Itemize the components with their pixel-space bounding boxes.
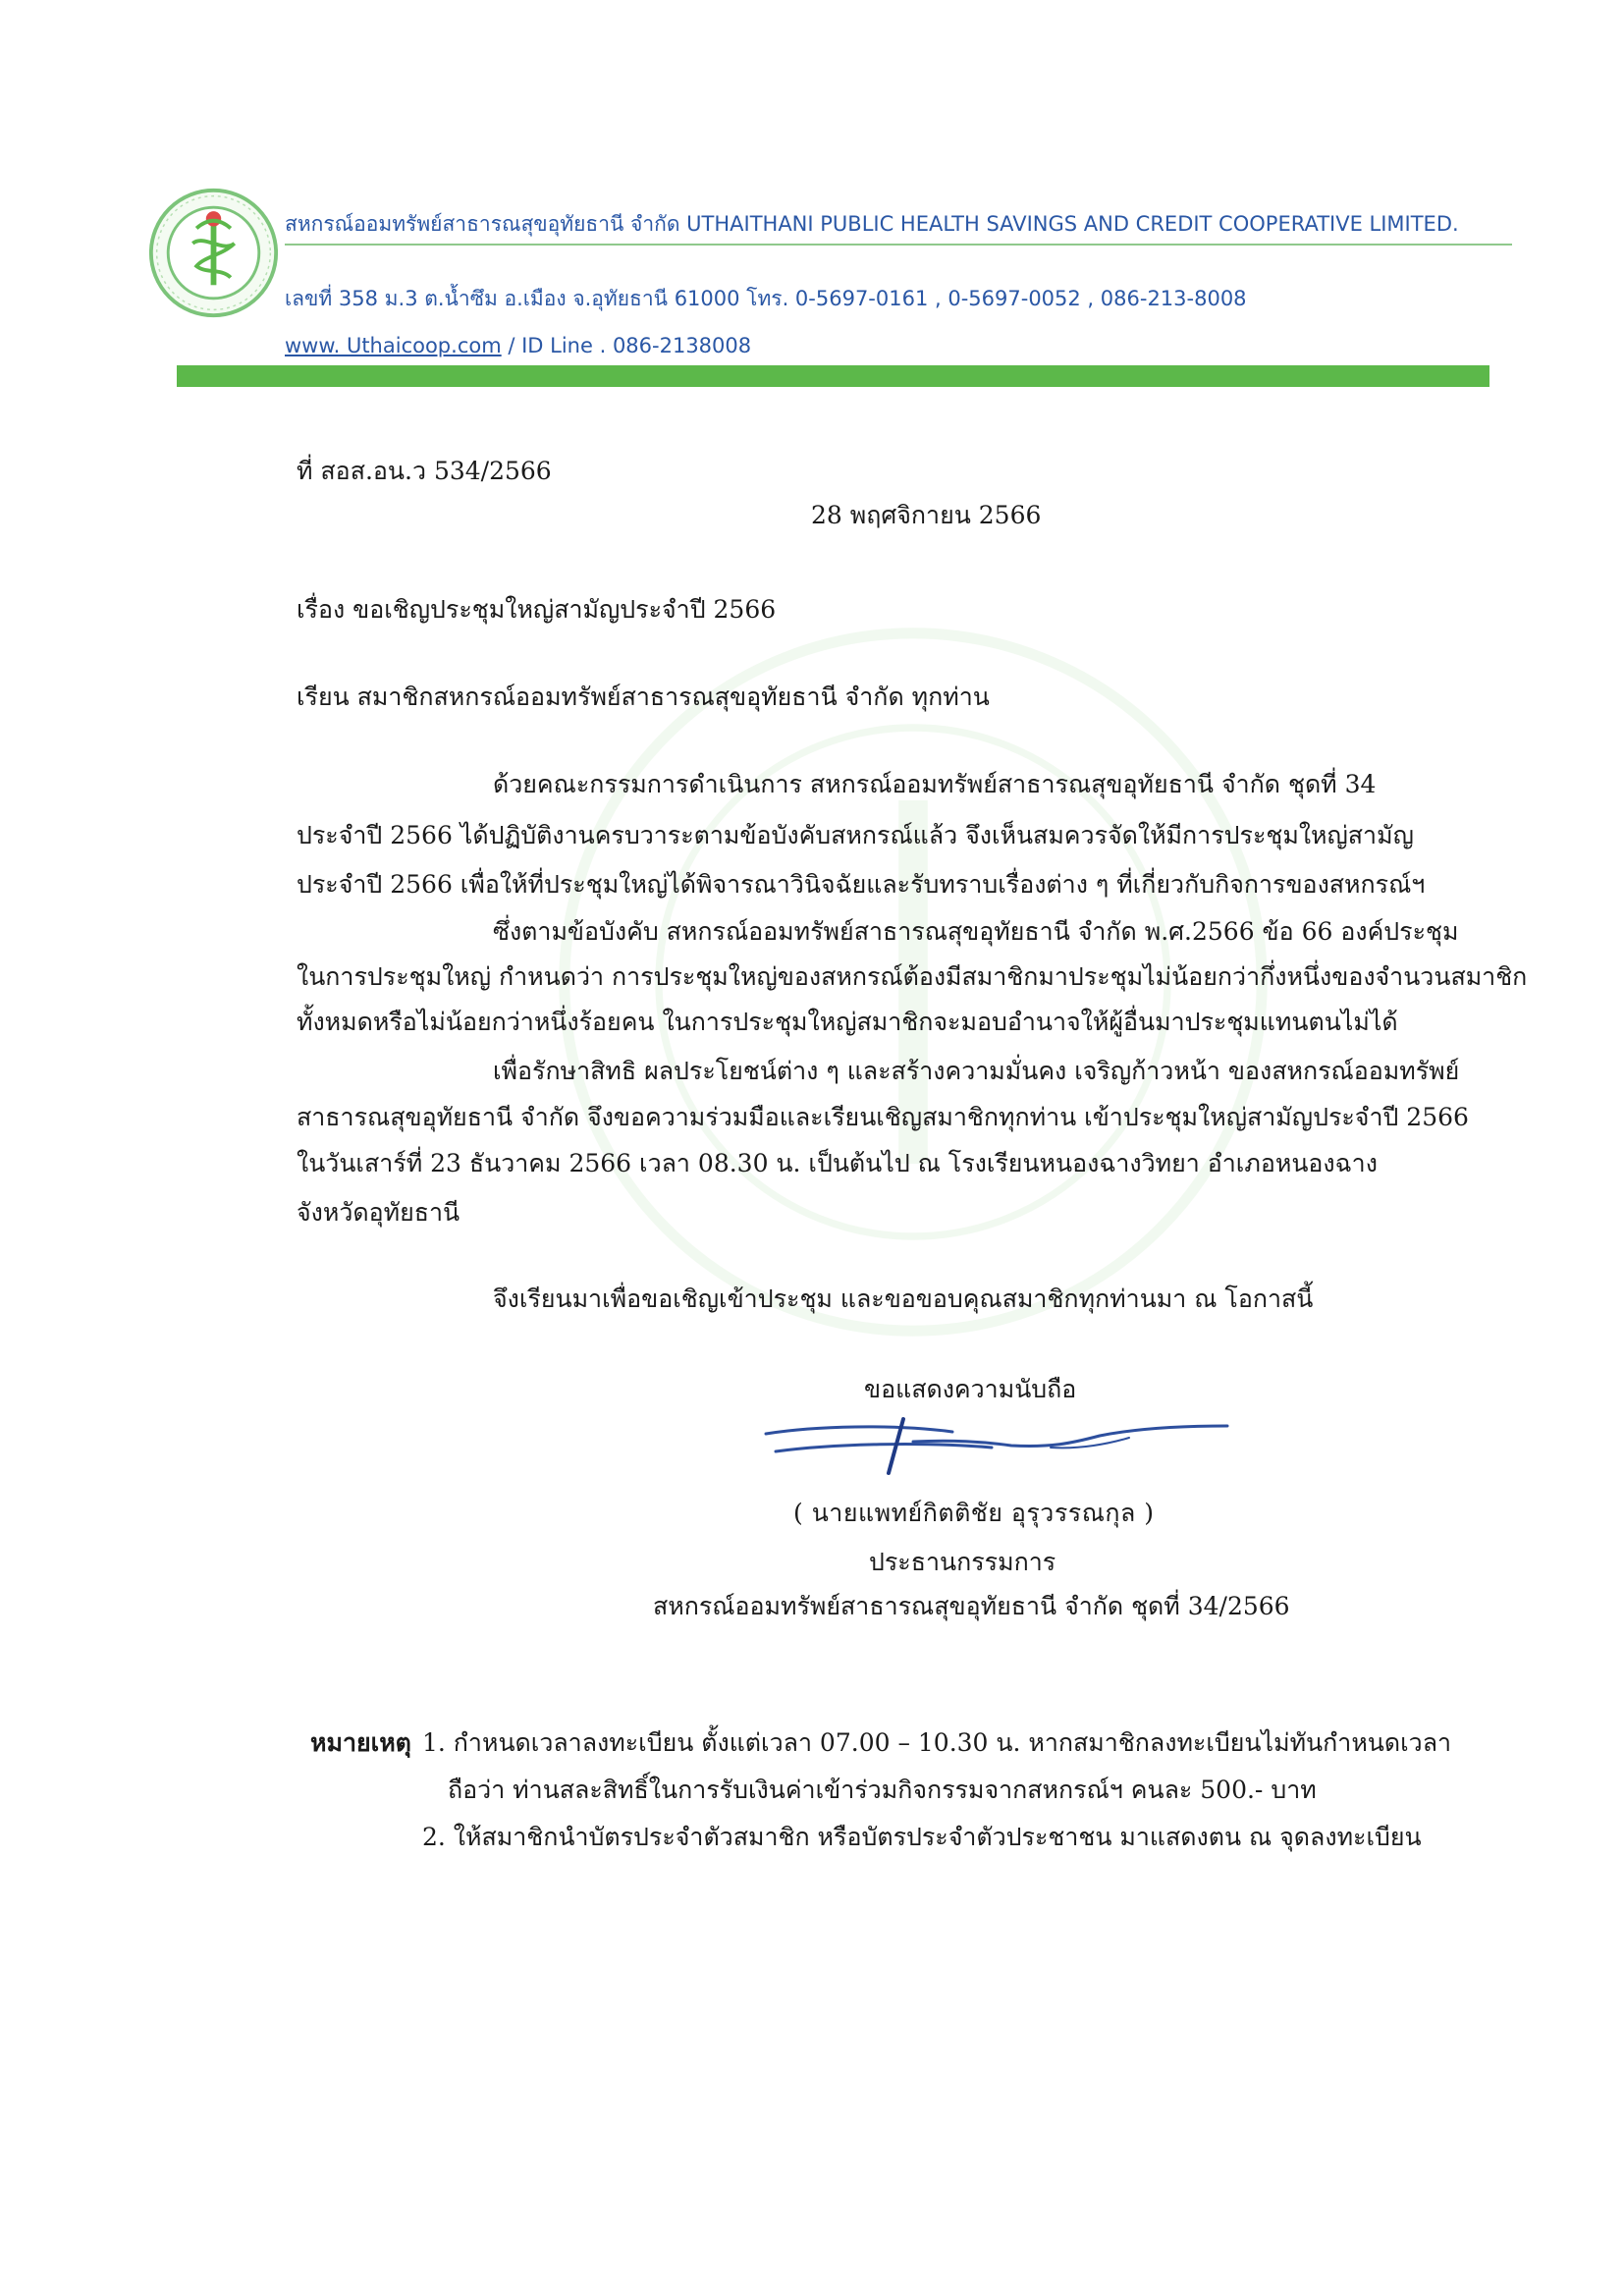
- signer-organization: สหกรณ์ออมทรัพย์สาธารณสุขอุทัยธานี จำกัด ชุดที่ 34/2566: [653, 1592, 1290, 1620]
- body-line-7: เพื่อรักษาสิทธิ ผลประโยชน์ต่าง ๆ และสร้างความมั่นคง เจริญก้าวหน้า ของสหกรณ์ออมทรัพย์: [493, 1057, 1460, 1085]
- cooperative-seal-logo: [147, 187, 280, 319]
- note-item-1: 1. กำหนดเวลาลงทะเบียน ตั้งแต่เวลา 07.00 – 10.30 น. หากสมาชิกลงทะเบียนไม่ทันกำหนดเวลา: [422, 1728, 1452, 1757]
- web-contact-line: [285, 334, 751, 357]
- website-link[interactable]: www. Uthaicoop.com: [285, 334, 502, 357]
- body-line-8: สาธารณสุขอุทัยธานี จำกัด จึงขอความร่วมมือและเรียนเชิญสมาชิกทุกท่าน เข้าประชุมใหญ่สามัญประจำปี 2566: [297, 1103, 1469, 1131]
- regards-line: ขอแสดงความนับถือ: [864, 1375, 1077, 1403]
- body-line-2: ประจำปี 2566 ได้ปฏิบัติงานครบวาระตามข้อบังคับสหกรณ์แล้ว จึงเห็นสมควรจัดให้มีการประชุมใหญ่สามัญ: [297, 821, 1414, 849]
- letterhead-divider: [285, 244, 1512, 246]
- note-item-2: 2. ให้สมาชิกนำบัตรประจำตัวสมาชิก หรือบัตรประจำตัวประชาชน มาแสดงตน ณ จุดลงทะเบียน: [422, 1823, 1422, 1851]
- body-line-10: จังหวัดอุทัยธานี: [297, 1198, 460, 1227]
- line-id: ID Line . 086-2138008: [521, 334, 752, 357]
- body-line-9: ในวันเสาร์ที่ 23 ธันวาคม 2566 เวลา 08.30 น. เป็นต้นไป ณ โรงเรียนหนองฉางวิทยา อำเภอหนองฉาง: [297, 1149, 1378, 1177]
- body-line-4: ซึ่งตามข้อบังคับ สหกรณ์ออมทรัพย์สาธารณสุขอุทัยธานี จำกัด พ.ศ.2566 ข้อ 66 องค์ประชุม: [493, 917, 1459, 946]
- body-line-5: ในการประชุมใหญ่ กำหนดว่า การประชุมใหญ่ของสหกรณ์ต้องมีสมาชิกมาประชุมไม่น้อยกว่ากึ่งหนึ่งของจำนวนสมาชิก: [297, 962, 1528, 991]
- letter-date: 28 พฤศจิกายน 2566: [811, 501, 1042, 529]
- letter-subject: เรื่อง ขอเชิญประชุมใหญ่สามัญประจำปี 2566: [297, 595, 777, 624]
- notes-label: หมายเหตุ: [310, 1728, 411, 1757]
- closing-line: จึงเรียนมาเพื่อขอเชิญเข้าประชุม และขอขอบคุณสมาชิกทุกท่านมา ณ โอกาสนี้: [493, 1285, 1314, 1313]
- reference-number: ที่ สอส.อน.ว 534/2566: [297, 457, 552, 485]
- handwritten-signature: [756, 1404, 1237, 1483]
- separator: /: [501, 334, 522, 357]
- address-line: เลขที่ 358 ม.3 ต.น้ำซึม อ.เมือง จ.อุทัยธานี 61000 โทร. 0-5697-0161 , 0-5697-0052 , 086-213-8008: [285, 287, 1247, 310]
- body-line-3: ประจำปี 2566 เพื่อให้ที่ประชุมใหญ่ได้พิจารณาวินิจฉัยและรับทราบเรื่องต่าง ๆ ที่เกี่ยวกับกิจการของสหกรณ์ฯ: [297, 870, 1426, 899]
- letter-recipient: เรียน สมาชิกสหกรณ์ออมทรัพย์สาธารณสุขอุทัยธานี จำกัด ทุกท่าน: [297, 683, 990, 711]
- letterhead-green-bar: [177, 365, 1489, 387]
- signer-name: ( นายแพทย์กิตติชัย อุรุวรรณกุล ): [793, 1499, 1155, 1527]
- body-line-1: ด้วยคณะกรรมการดำเนินการ สหกรณ์ออมทรัพย์สาธารณสุขอุทัยธานี จำกัด ชุดที่ 34: [493, 770, 1377, 798]
- body-line-6: ทั้งหมดหรือไม่น้อยกว่าหนึ่งร้อยคน ในการประชุมใหญ่สมาชิกจะมอบอำนาจให้ผู้อื่นมาประชุมแทนตนไม่ได้: [297, 1008, 1398, 1036]
- note-item-1-cont: ถือว่า ท่านสละสิทธิ์ในการรับเงินค่าเข้าร่วมกิจกรรมจากสหกรณ์ฯ คนละ 500.- บาท: [448, 1776, 1317, 1804]
- org-name-line: สหกรณ์ออมทรัพย์สาธารณสุขอุทัยธานี จำกัด UTHAITHANI PUBLIC HEALTH SAVINGS AND CREDIT COOPERATIVE LIMITED.: [285, 212, 1459, 236]
- signer-position: ประธานกรรมการ: [869, 1548, 1056, 1576]
